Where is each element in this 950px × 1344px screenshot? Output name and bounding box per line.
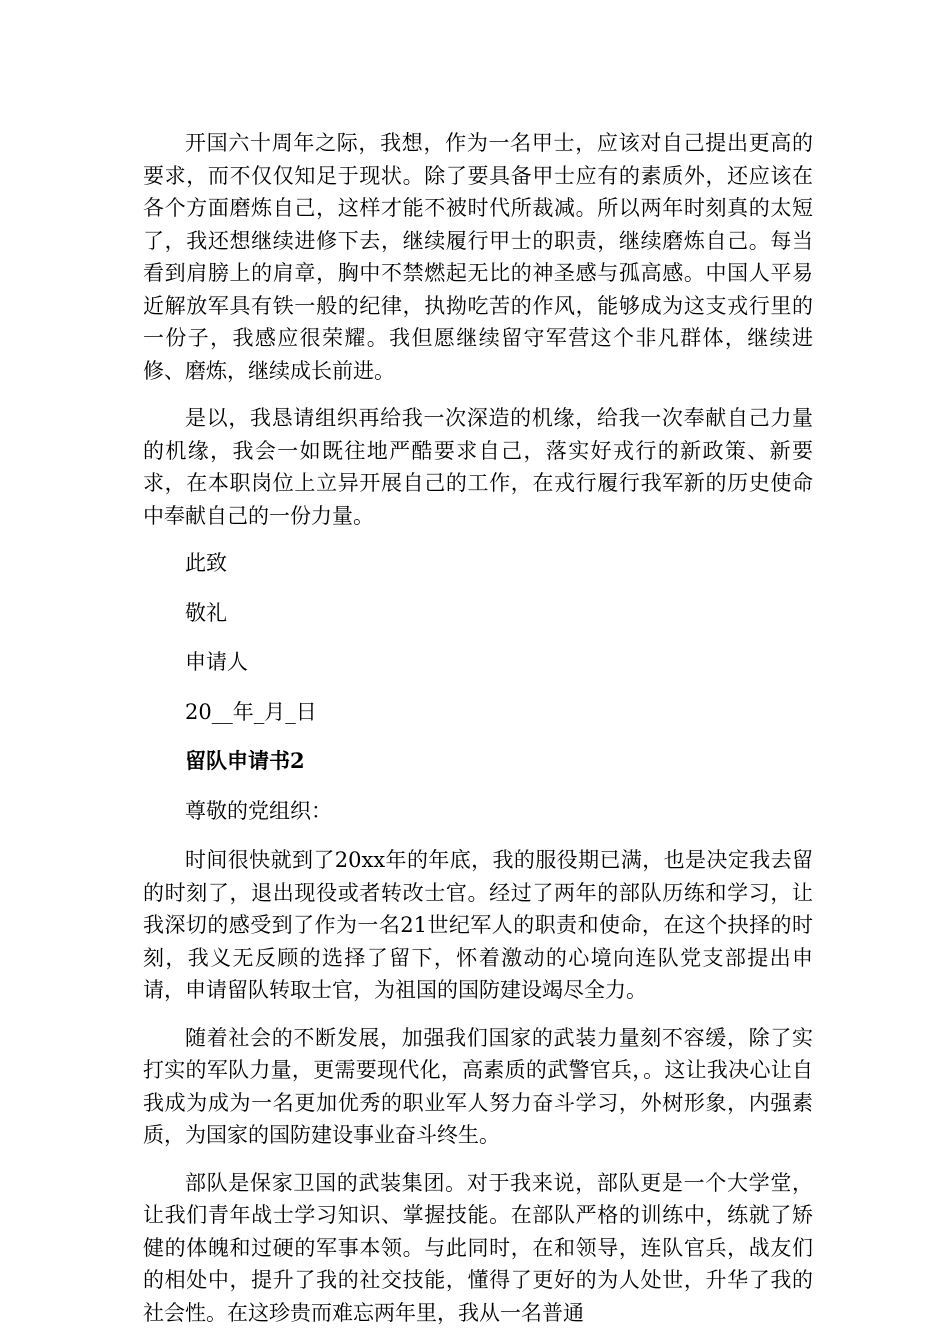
paragraph-5: 部队是保家卫国的武装集团。对于我来说，部队更是一个大学堂，让我们青年战士学习知识、掌握技能。在部队严格的训练中，练就了矫健的体魄和过硬的军事本领。与此同时，在和领导，连队官兵，战友们的相处中，提升了我的社交技能，懂得了更好的为人处世，升华了我的社会性。在这珍贵而难忘两年里，我从一名普通 — [143, 1170, 813, 1325]
date-line: 20__年_月_日 — [185, 699, 317, 724]
paragraph-1: 开国六十周年之际，我想，作为一名甲士，应该对自己提出更高的要求，而不仅仅知足于现状。除了要具备甲士应有的素质外，还应该在各个方面磨炼自己，这样才能不被时代所裁减。所以两年时刻真的太短了，我还想继续进修下去，继续履行甲士的职责，继续磨炼自己。每当看到肩膀上的肩章，胸中不禁燃起无比的神圣感与孤高感。中国人平易近解放军具有铁一般的纪律，执拗吃苦的作风，能够成为这支戎行里的一份子，我感应很荣耀。我但愿继续留守军营这个非凡群体，继续进修、磨炼，继续成长前进。 — [143, 131, 813, 383]
closing-line-1: 此致 — [185, 551, 227, 575]
paragraph-2: 是以，我恳请组织再给我一次深造的机缘，给我一次奉献自己力量的机缘，我会一如既往地严酷要求自己，落实好戎行的新政策、新要求，在本职岗位上立异开展自己的工作，在戎行履行我军新的历史使命中奉献自己的一份力量。 — [143, 406, 813, 528]
closing-line-2: 敬礼 — [185, 600, 227, 625]
signature-line: 申请人 — [185, 650, 248, 674]
section-title: 留队申请书2 — [185, 748, 305, 773]
document-body — [143, 127, 813, 1344]
paragraph-3: 时间很快就到了20xx年的年底，我的服役期已满，也是决定我去留的时刻了，退出现役或者转改士官。经过了两年的部队历练和学习，让我深切的感受到了作为一名21世纪军人的职责和使命，在这个抉择的时刻，我义无反顾的选择了留下，怀着激动的心境向连队党支部提出申请，申请留队转取士官，为祖国的国防建设竭尽全力。 — [143, 848, 813, 1002]
paragraph-4: 随着社会的不断发展，加强我们国家的武装力量刻不容缓，除了实打实的军队力量，更需要现代化，高素质的武警官兵，。这让我决心让自我成为成为一名更加优秀的职业军人努力奋斗学习，外树形象，内强素质，为国家的国防建设事业奋斗终生。 — [143, 1025, 813, 1147]
salutation: 尊敬的党组织： — [185, 798, 332, 823]
